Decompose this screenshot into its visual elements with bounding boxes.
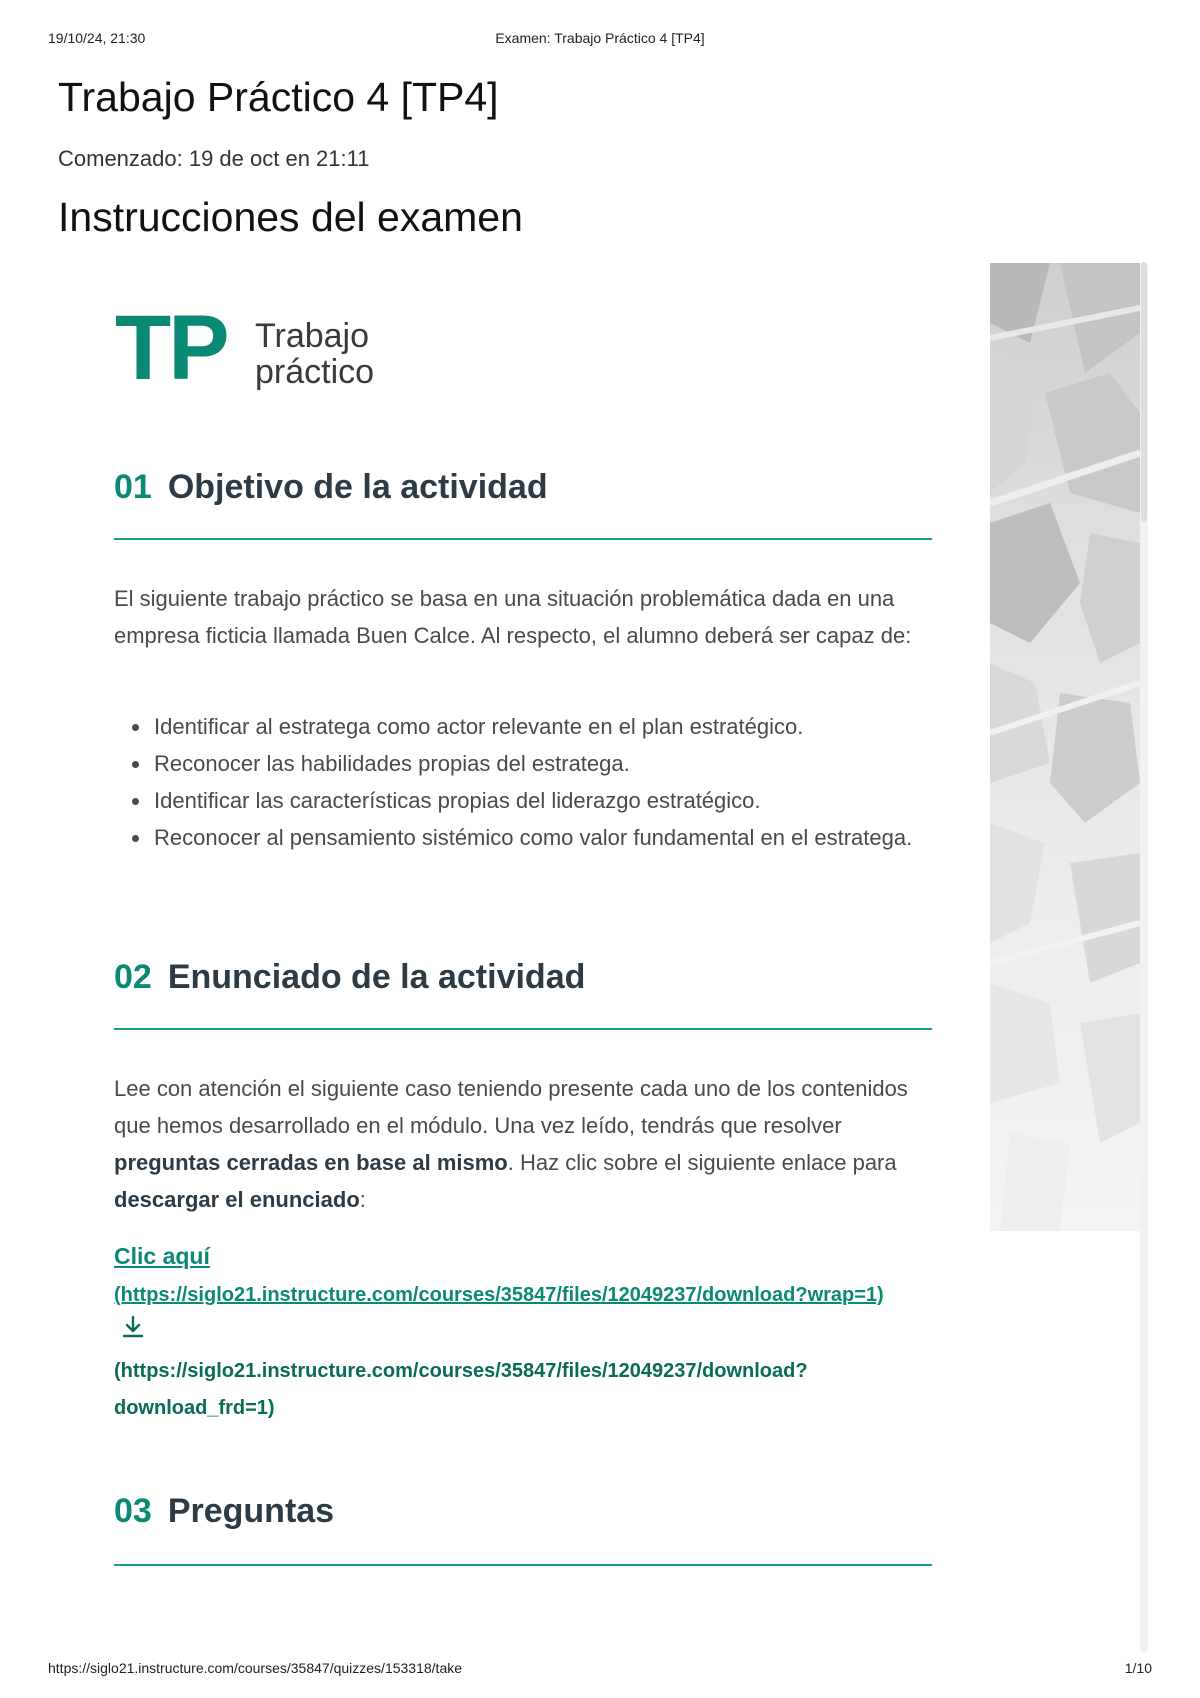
section-title: Objetivo de la actividad: [167, 468, 548, 506]
section-number: 03: [114, 1492, 152, 1530]
logo-word-line1: Trabajo: [255, 317, 370, 355]
download-icon[interactable]: [120, 1314, 146, 1353]
logo-mark: TP: [115, 297, 227, 399]
print-footer: [48, 1660, 1152, 1682]
statement-text-part1: Lee con atención el siguiente caso teniendo presente cada uno de los contenidos que hemos desarrollado en el módulo. Una vez leído, tendrás que resolver: [114, 1076, 908, 1138]
quiz-started-time: Comenzado: 19 de oct en 21:11: [58, 146, 370, 171]
objective-intro: El siguiente trabajo práctico se basa en una situación problemática dada en una empresa ficticia llamada Buen Calce. Al respecto, el alumno deberá ser capaz de:: [114, 586, 912, 648]
list-item: • Identificar las características propias del liderazgo estratégico.: [152, 782, 942, 819]
statement-text: [114, 1070, 914, 1218]
print-footer-url: https://siglo21.instructure.com/courses/35847/quizzes/153318/take: [48, 1660, 463, 1676]
objectives-list: [114, 708, 942, 856]
statement-bold-download: descargar el enunciado: [114, 1187, 360, 1212]
section-number: 02: [114, 958, 152, 996]
section-divider: [114, 1564, 932, 1566]
content-scrollbar-thumb[interactable]: [1141, 262, 1147, 522]
architecture-pattern: [990, 263, 1140, 1231]
preview-url-text: (https://siglo21.instructure.com/courses/35847/files/12049237/download?wrap=1): [114, 1284, 884, 1306]
section-heading-objective: [114, 468, 932, 508]
page-number: 1/10: [1124, 1660, 1152, 1676]
section-title: Preguntas: [167, 1492, 335, 1530]
list-item: • Reconocer las habilidades propias del estratega.: [152, 745, 942, 782]
statement-bold-closed-questions: preguntas cerradas en base al mismo: [114, 1150, 508, 1175]
section-title: Enunciado de la actividad: [167, 958, 586, 996]
print-datetime: 19/10/24, 21:30: [48, 30, 146, 46]
section-number: 01: [114, 468, 152, 506]
download-links: [114, 1238, 914, 1427]
clic-aqui-link[interactable]: Clic aquí: [114, 1243, 210, 1269]
trabajo-practico-logo: [115, 297, 415, 402]
section-divider: [114, 538, 932, 540]
preview-url-link[interactable]: [114, 1284, 884, 1306]
statement-text-part2: . Haz clic sobre el siguiente enlace para: [507, 1150, 897, 1175]
logo-word-line2: práctico: [255, 353, 375, 391]
quiz-title: Trabajo Práctico 4 [TP4]: [58, 74, 499, 120]
section-heading-questions: [114, 1492, 932, 1532]
logo-wordmark: [255, 318, 374, 390]
list-item: • Reconocer al pensamiento sistémico como valor fundamental en el estratega.: [152, 819, 942, 856]
section-heading-statement: [114, 958, 932, 998]
list-item: • Identificar al estratega como actor relevante en el plan estratégico.: [152, 708, 942, 745]
decorative-side-image: [990, 263, 1140, 1231]
instructions-title: Instrucciones del examen: [58, 194, 523, 240]
print-header: [48, 30, 1152, 52]
download-url-text[interactable]: (https://siglo21.instructure.com/courses/35847/files/12049237/download?download_frd=1): [114, 1360, 808, 1419]
print-page-title: Examen: Trabajo Práctico 4 [TP4]: [495, 30, 705, 46]
section-divider: [114, 1028, 932, 1030]
statement-text-part3: :: [359, 1187, 366, 1212]
